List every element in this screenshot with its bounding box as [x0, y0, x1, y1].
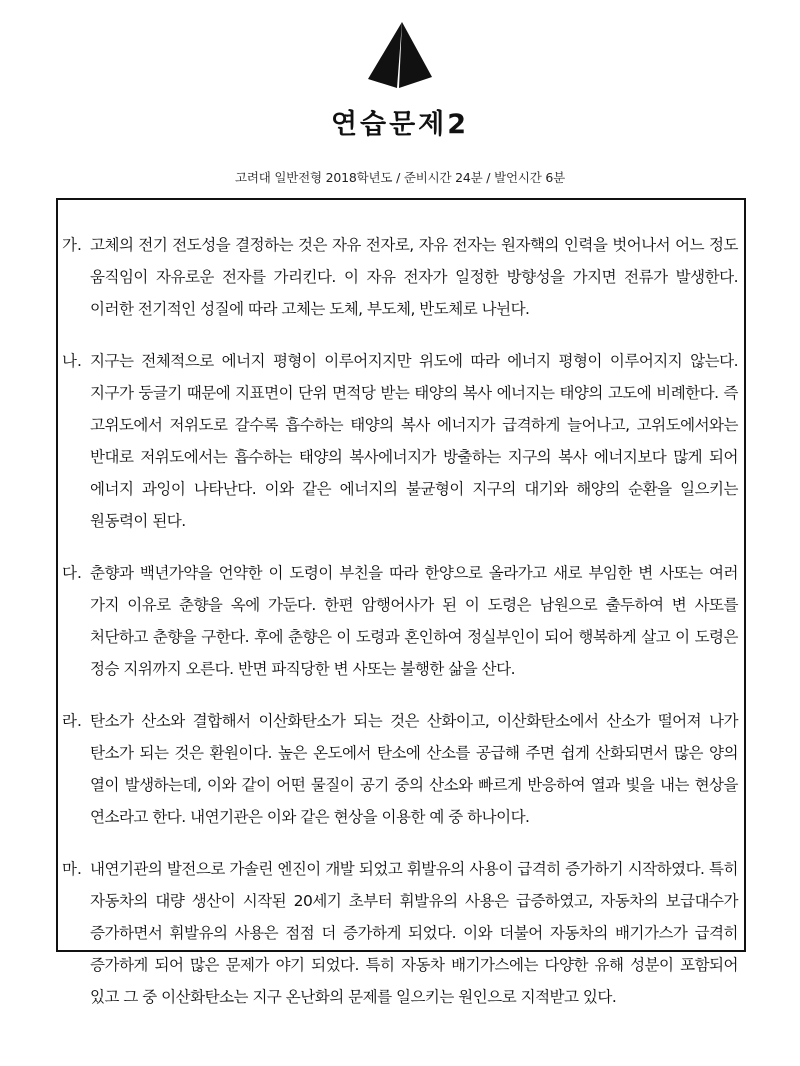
passage-item — [62, 345, 738, 537]
page-title: 연습문제2 — [330, 109, 470, 140]
passage-item — [62, 557, 738, 685]
passage-item — [62, 853, 738, 1013]
passage-text: 고체의 전기 전도성을 결정하는 것은 자유 전자로, 자유 전자는 원자핵의 인력을 벗어나서 어느 정도 움직임이 자유로운 전자를 가리킨다. 이 자유 전자가 일정한 방향성을 가지면 전류가 발생한다. 이러한 전기적인 성질에 따라 고체는 도체, 부도체, 반도체로 나뉜다. — [90, 236, 738, 318]
page-subtitle: 고려대 일반전형 2018학년도 / 준비시간 24분 / 발언시간 6분 — [235, 170, 565, 185]
passage-marker: 마. — [62, 860, 82, 878]
passage-text: 탄소가 산소와 결합해서 이산화탄소가 되는 것은 산화이고, 이산화탄소에서 산소가 떨어져 나가 탄소가 되는 것은 환원이다. 높은 온도에서 탄소에 산소를 공급해 주면 쉽게 산화되면서 많은 양의 열이 발생하는데, 이와 같이 어떤 물질이 공기 중의 산소와 빠르게 반응하여 열과 빛을 내는 현상을 연소라고 한다. 내연기관은 이와 같은 현상을 이용한 예 중 하나이다. — [90, 712, 738, 826]
passages-box — [56, 198, 746, 1006]
passage-list — [62, 229, 738, 1033]
passage-text: 춘향과 백년가약을 언약한 이 도령이 부친을 따라 한양으로 올라가고 새로 부임한 변 사또는 여러 가지 이유로 춘향을 옥에 가둔다. 한편 암행어사가 된 이 도령은 남원으로 출두하여 변 사또를 처단하고 춘향을 구한다. 후에 춘향은 이 도령과 혼인하여 정실부인이 되어 행복하게 살고 이 도령은 정승 지위까지 오른다. 반면 파직당한 변 사또는 불행한 삶을 산다. — [90, 564, 738, 678]
passage-text: 지구는 전체적으로 에너지 평형이 이루어지지만 위도에 따라 에너지 평형이 이루어지지 않는다. 지구가 둥글기 때문에 지표면이 단위 면적당 받는 태양의 복사 에너지는 태양의 고도에 비례한다. 즉 고위도에서 저위도로 갈수록 흡수하는 태양의 복사 에너지가 급격하게 늘어나고, 고위도에서와는 반대로 저위도에서는 흡수하는 태양의 복사에너지가 방출하는 지구의 복사 에너지보다 많게 되어 에너지 과잉이 나타난다. 이와 같은 에너지의 불균형이 지구의 대기와 해양의 순환을 일으키는 원동력이 된다. — [90, 352, 738, 530]
passage-marker: 다. — [62, 564, 82, 582]
passage-marker: 라. — [62, 712, 82, 730]
passage-item — [62, 229, 738, 325]
passage-marker: 가. — [62, 236, 82, 254]
pyramid-icon — [368, 22, 432, 90]
passage-marker: 나. — [62, 352, 82, 370]
passage-item — [62, 705, 738, 833]
passage-text: 내연기관의 발전으로 가솔린 엔진이 개발 되었고 휘발유의 사용이 급격히 증가하기 시작하였다. 특히 자동차의 대량 생산이 시작된 20세기 초부터 휘발유의 사용은 급증하였고, 자동차의 보급대수가 증가하면서 휘발유의 사용은 점점 더 증가하게 되었다. 이와 더불어 자동차의 배기가스가 급격히 증가하게 되어 많은 문제가 야기 되었다. 특히 자동차 배기가스에는 다양한 유해 성분이 포함되어 있고 그 중 이산화탄소는 지구 온난화의 문제를 일으키는 원인으로 지적받고 있다. — [90, 860, 738, 1006]
